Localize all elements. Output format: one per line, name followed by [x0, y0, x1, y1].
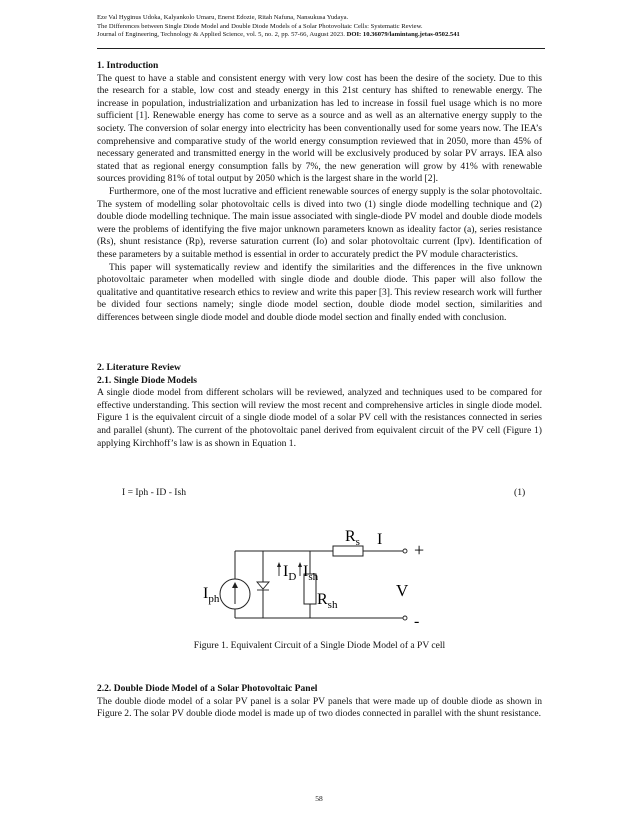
- intro-paragraph-3: This paper will systematically review and identify the similarities and the differences in the five unknown photovoltaic parameter when modelled with single diode and double diode. This paper will also follow the qualitative and quantitative research ethics to review and write this paper [3]. This review research work will further be divided four sections namely; single diode model section, double diode model section, similarities and differences between single diode model and double diode model section and finally ended with conclusion.: [97, 261, 542, 323]
- section-introduction: [97, 60, 542, 324]
- section-literature-review: [97, 362, 542, 450]
- label-current-i: I: [377, 531, 383, 548]
- header-authors: Eze Val Hyginus Udoka, Kalyankolo Umaru, Enerst Edozie, Ritah Nafuna, Nansukusa Yudaya.: [97, 14, 349, 21]
- intro-paragraph-1: The quest to have a stable and consistent energy with very low cost has been the desire of the society. Due to this the research for a stable, low cost and steady energy in this 21st century has shifted to renewable energy. The increase in population, industrialization and urbanization has led to increase in fossil fuel usage which is no more sufficient [1]. Renewable energy has come to serve as a source and as well as an alternative energy supply to the society. The conversion of solar energy into electricity has been conventionally used for some years now. The IEA’s comprehensive and comparative study of the world energy consumption reviewed that in 2050, more than 45% of necessary generated and transmitted energy in the world will be exclusively produced by solar PV arrays. IEA also stated that as regional energy consumption falls by 7%, the new generation will grow by 41% with renewable sources providing 81% of total output by 2050 which is the largest share in the world [2].: [97, 72, 542, 185]
- id-arrowhead: [277, 562, 281, 567]
- ish-arrowhead: [298, 562, 302, 567]
- single-diode-paragraph: A single diode model from different scholars will be reviewed, analyzed and techniques used to be compared for effective understanding. This section will review the most recent and comprehensive articles in single diode model. Figure 1 is the equivalent circuit of a single diode model of a solar PV cell with the resistances connected in series and parallel (shunt). The current of the photovoltaic panel derived from equivalent circuit of the PV cell (Figure 1) applying Kirchhoff’s law is as shown in Equation 1.: [97, 387, 542, 449]
- positive-terminal: [403, 549, 407, 553]
- negative-terminal: [403, 616, 407, 620]
- label-voltage-v: V: [396, 581, 409, 600]
- section-heading-introduction: 1. Introduction: [97, 60, 159, 71]
- header-journal-text: Journal of Engineering, Technology & Applied Science, vol. 5, no. 2, pp. 57-66, August 2023.: [97, 31, 345, 38]
- equation-1-number: (1): [514, 487, 526, 498]
- label-rs: $R_s$: [345, 528, 360, 548]
- label-plus: +: [414, 540, 425, 560]
- figure-1-caption: Figure 1. Equivalent Circuit of a Single Diode Model of a PV cell: [193, 640, 446, 651]
- label-minus: -: [414, 613, 420, 628]
- diode-symbol: [257, 582, 269, 589]
- subsection-heading-double-diode: 2.2. Double Diode Model of a Solar Photovoltaic Panel: [97, 683, 318, 694]
- header-title: The Differences between Single Diode Model and Double Diode Models of a Solar Photovoltaic Cells: Systematic Review.: [97, 22, 423, 30]
- section-double-diode: [97, 683, 542, 721]
- intro-paragraph-2: Furthermore, one of the most lucrative and efficient renewable sources of energy supply is the solar photovoltaic. The system of modelling solar photovoltaic cells is dived into two (1) single diode modelling technique and (2) double diode modelling technique. The main issue associated with single-diode PV model and double diode models were the problems of identifying the five major unknown parameters known as ideality factor (a), series resistance (Rs), shunt resistance (Rp), reverse saturation current (Io) and solar photovoltaic current (Ipv). Identification of these parameters by a suitable method is essential in order to accurately predict the PV module characteristics.: [97, 185, 542, 260]
- equation-1: I = Iph - ID - Ish: [122, 487, 187, 498]
- page-number: 58: [315, 794, 323, 803]
- label-iph: $I_{ph}$: [203, 585, 220, 605]
- double-diode-paragraph: The double diode model of a solar PV panel is a solar PV panels that were made up of double diode as shown in Figure 2. The solar PV double diode model is made up of two diodes connected in parallel with the shunt resistance.: [97, 695, 542, 720]
- subsection-heading-single-diode: 2.1. Single Diode Models: [97, 374, 197, 386]
- current-source-arrowhead: [232, 582, 238, 588]
- header-rule: [97, 48, 545, 49]
- header-doi: DOI: 10.36079/lamintang.jetas-0502.541: [346, 31, 460, 38]
- label-id: $I_D$: [283, 563, 297, 583]
- header-journal: [97, 31, 547, 39]
- label-ish: $I_{sh}$: [303, 563, 319, 583]
- section-heading-literature-review: 2. Literature Review: [97, 362, 181, 373]
- figure-1-circuit-diagram: [195, 518, 445, 628]
- label-rsh: $R_{sh}$: [317, 591, 338, 611]
